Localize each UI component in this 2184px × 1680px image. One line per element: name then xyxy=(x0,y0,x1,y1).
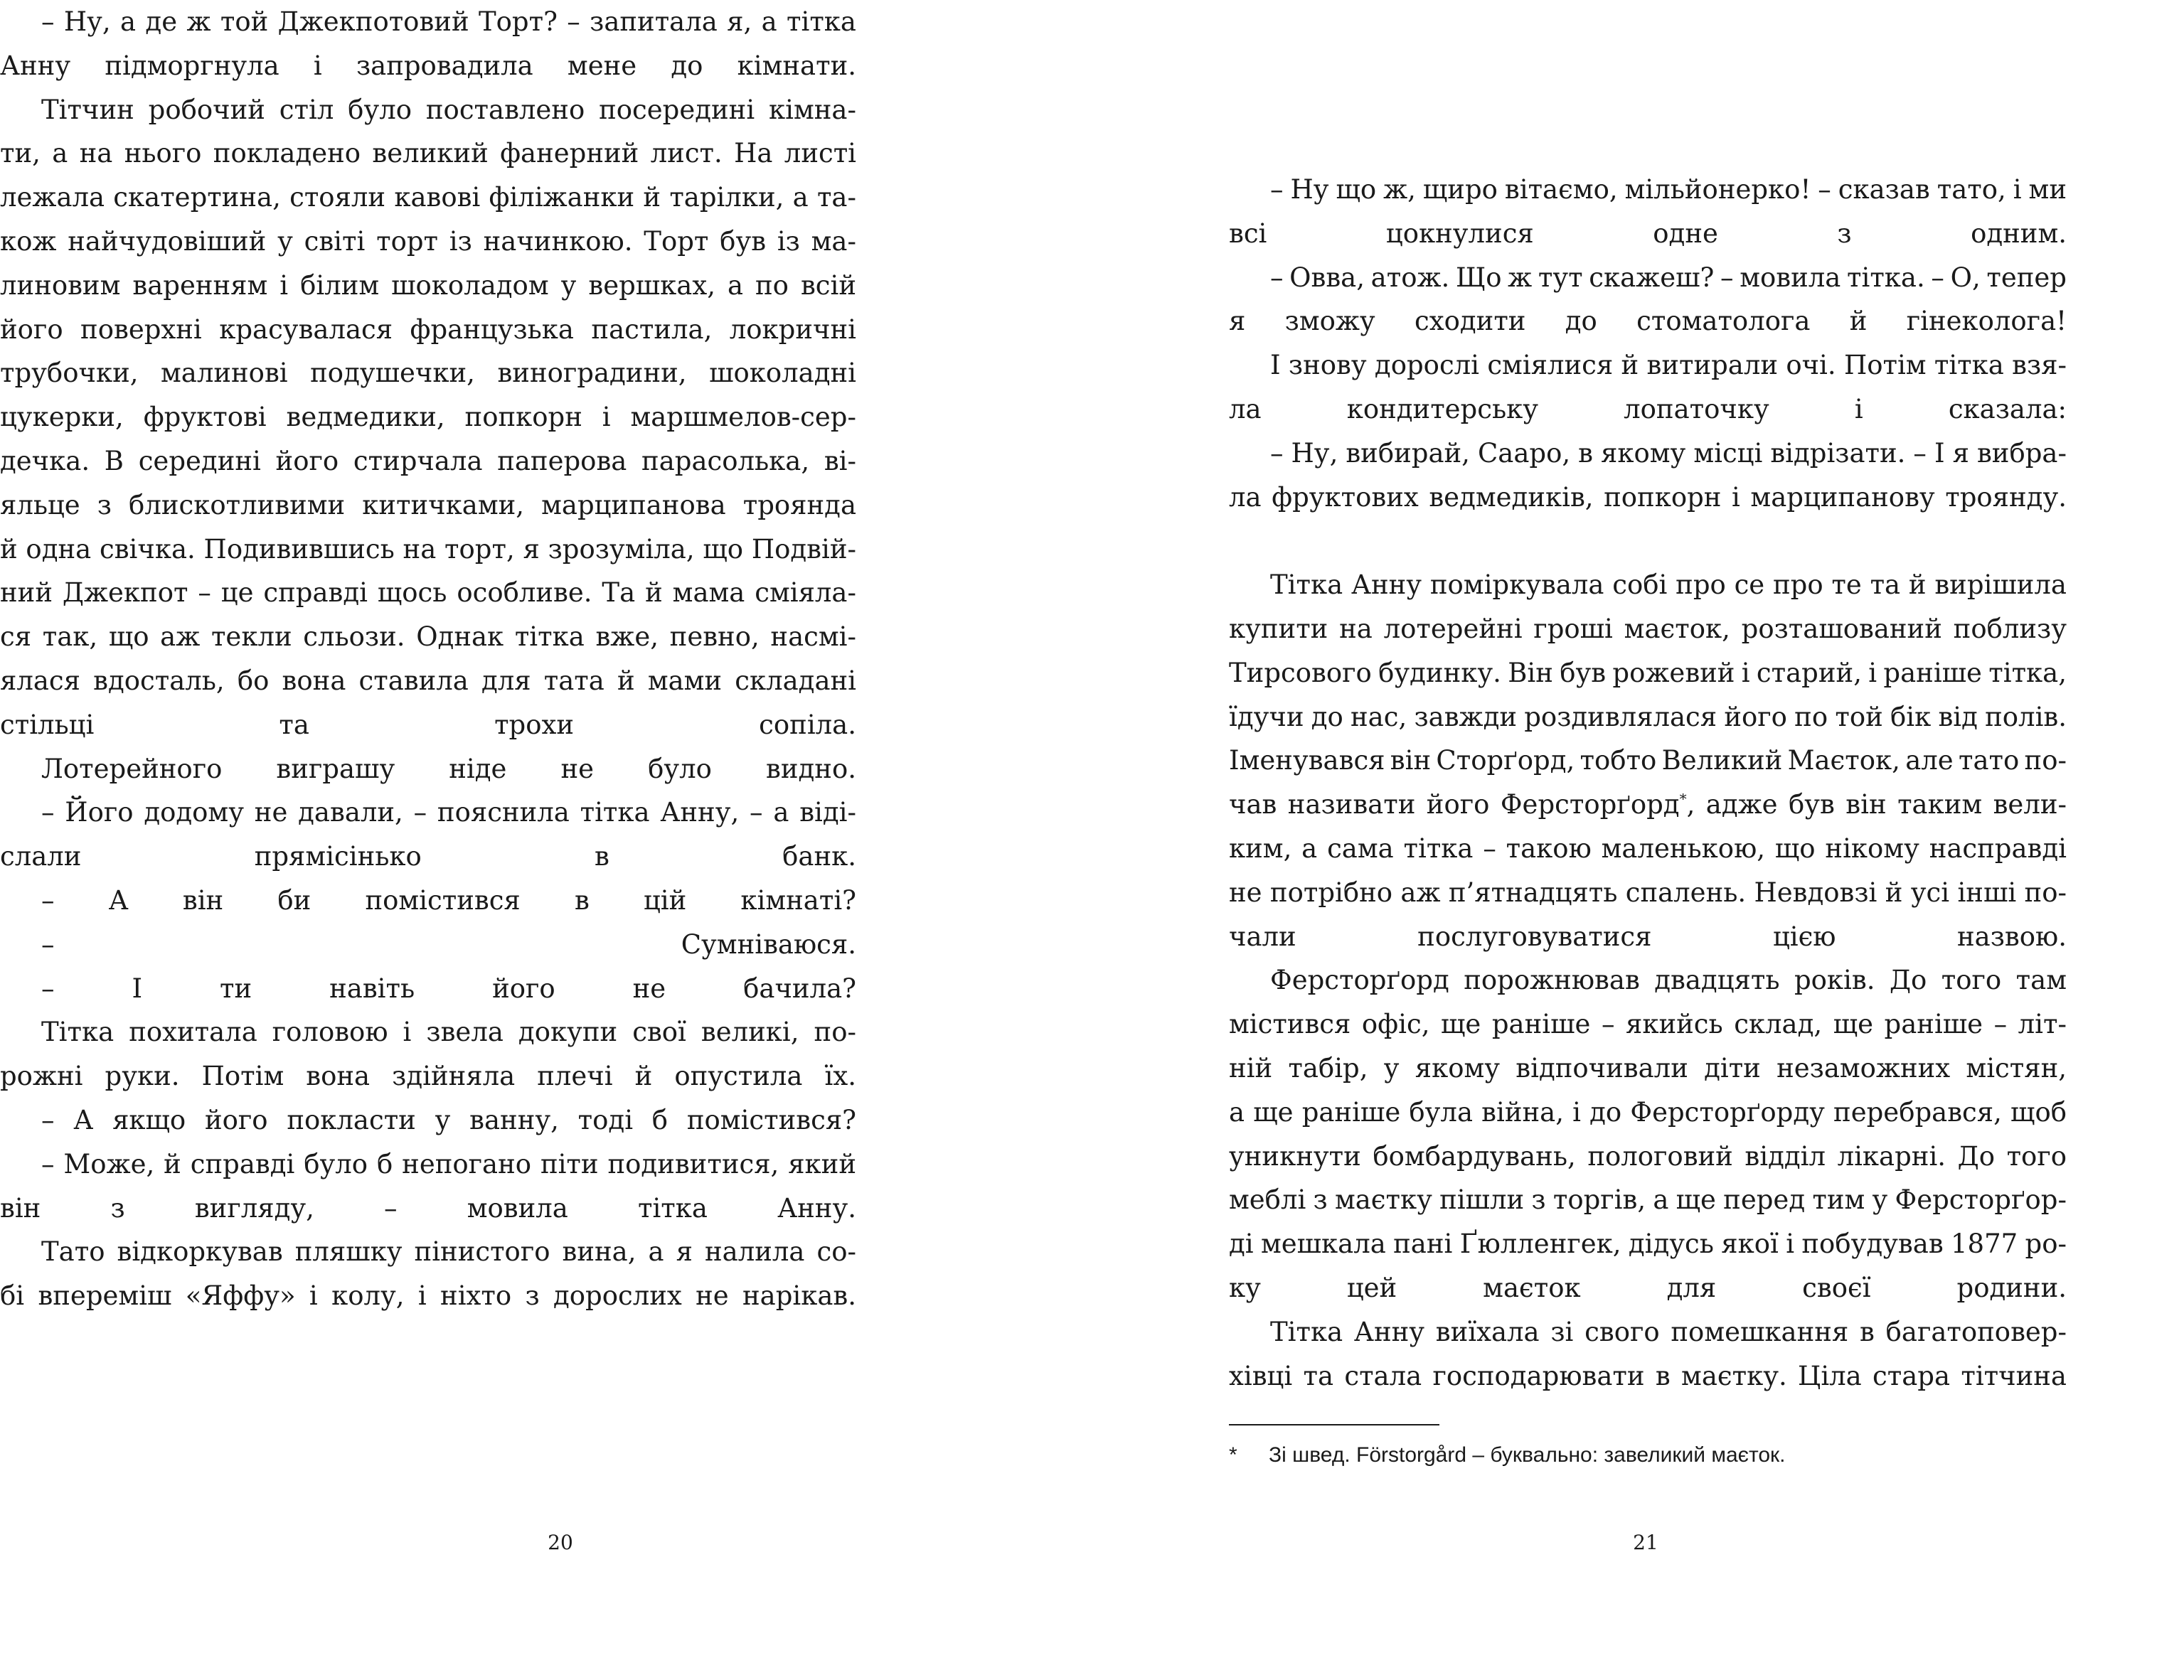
line-text: линовим варенням і білим шоколадом у вершках, а по всій xyxy=(0,269,856,301)
line-text-continued: , адже був він таким вели- xyxy=(1686,789,2067,820)
text-line xyxy=(0,835,856,879)
line-text: ній табір, у якому відпочивали діти незаможних містян, xyxy=(1229,1052,2067,1084)
line-text: я зможу сходити до стоматолога й гінеколога! xyxy=(1229,306,2067,337)
line-text: всі цокнулися одне з одним. xyxy=(1229,218,2067,249)
line-text: бі впереміш «Яффу» і колу, і ніхто з дорослих не нарікав. xyxy=(0,1280,856,1312)
line-text: – Ну, а де ж той Джекпотовий Торт? – запитала я, а тітка xyxy=(41,6,856,37)
line-text: ла фруктових ведмедиків, попкорн і марципанову троянду. xyxy=(1229,481,2067,513)
text-line xyxy=(1229,739,2067,783)
text-line xyxy=(1229,607,2067,651)
line-text: чали послуговуватися цією назвою. xyxy=(1229,921,2067,952)
line-text: – І ти навіть його не бачила? xyxy=(41,973,856,1004)
line-text: хівці та стала господарювати в маєтку. Ціла стара тітчина xyxy=(1229,1360,2067,1391)
text-line xyxy=(0,923,856,967)
line-text: – А якщо його покласти у ванну, тоді б помістився? xyxy=(41,1104,856,1135)
text-line xyxy=(0,1274,856,1318)
page-number-right: 21 xyxy=(1633,1531,1658,1554)
line-text: рожні руки. Потім вона здійняла плечі й опустила їх. xyxy=(0,1061,856,1092)
line-text: Тирсового будинку. Він був рожевий і старий, і раніше тітка, xyxy=(1229,657,2067,688)
line-text: меблі з маєтку пішли з торгів, а ще перед тим у Ферсторґор- xyxy=(1229,1184,2067,1216)
line-text: його поверхні красувалася французька пастила, локричні xyxy=(0,314,856,345)
line-text: ся так, що аж текли сльози. Однак тітка вже, певно, насмі- xyxy=(0,621,856,653)
text-line xyxy=(1229,1135,2067,1179)
line-text: а ще раніше була війна, і до Ферсторґорду перебрався, щоб xyxy=(1229,1096,2067,1128)
text-line xyxy=(1229,519,2067,563)
text-line xyxy=(0,1143,856,1187)
footnote-mark: * xyxy=(1229,1443,1237,1467)
line-text: дечка. В середині його стирчала паперова парасолька, ві- xyxy=(0,445,856,476)
line-text: Тато відкоркував пляшку пінистого вина, а я налила со- xyxy=(41,1236,856,1268)
text-line xyxy=(0,747,856,791)
text-line xyxy=(0,439,856,483)
text-line xyxy=(0,615,856,659)
text-line xyxy=(0,220,856,264)
line-text: купити на лотерейні гроші маєток, розташований поблизу xyxy=(1229,613,2067,644)
text-line xyxy=(1229,1178,2067,1222)
line-text: – Може, й справді було б непогано піти подивитися, який xyxy=(41,1148,856,1179)
footnote-reference: * xyxy=(1679,790,1687,808)
text-line xyxy=(0,659,856,703)
line-text: – Ну що ж, щиро вітаємо, мільйонерко! – сказав тато, і ми xyxy=(1270,174,2067,205)
line-text: Тітчин робочий стіл було поставлено посередині кімна- xyxy=(41,94,856,125)
line-text: Тітка Анну поміркувала собі про се про те та й вирішила xyxy=(1270,569,2067,601)
line-text: І знову дорослі сміялися й витирали очі. Потім тітка взя- xyxy=(1270,350,2067,381)
text-line xyxy=(1229,256,2067,300)
text-line xyxy=(0,791,856,835)
left-page-text xyxy=(0,0,856,1318)
text-line xyxy=(0,1230,856,1274)
line-text: – Овва, атож. Що ж тут скажеш? – мовила тітка. – О, тепер xyxy=(1270,262,2067,293)
text-line xyxy=(1229,958,2067,1002)
footnote xyxy=(1229,1441,1786,1470)
text-line xyxy=(0,1187,856,1231)
text-line xyxy=(1229,432,2067,476)
right-page-text xyxy=(1229,168,2067,1398)
line-text: й одна свічка. Подивившись на торт, я зрозуміла, що Подвій- xyxy=(0,533,856,565)
footnote-divider xyxy=(1229,1424,1439,1425)
text-line xyxy=(1229,871,2067,915)
text-line xyxy=(1229,299,2067,343)
text-line xyxy=(1229,1310,2067,1354)
text-line xyxy=(0,1054,856,1098)
line-text: ку цей маєток для своєї родини. xyxy=(1229,1272,2067,1303)
line-text: ний Джекпот – це справді щось особливе. Та й мама сміяла- xyxy=(0,577,856,609)
line-text: Лотерейного виграшу ніде не було видно. xyxy=(41,753,856,784)
text-line xyxy=(0,528,856,572)
text-line xyxy=(0,967,856,1011)
text-line xyxy=(0,44,856,88)
text-line xyxy=(1229,915,2067,959)
text-line xyxy=(1229,651,2067,695)
line-text: ким, а сама тітка – такою маленькою, що нікому насправді xyxy=(1229,833,2067,864)
line-text: слали прямісінько в банк. xyxy=(0,841,856,872)
line-text: він з вигляду, – мовила тітка Анну. xyxy=(0,1192,856,1224)
text-line xyxy=(0,351,856,395)
line-text: чав називати його Ферсторґорд xyxy=(1229,789,1680,820)
text-line xyxy=(0,308,856,352)
text-line xyxy=(0,1098,856,1143)
text-line xyxy=(1229,1091,2067,1135)
text-line xyxy=(1229,563,2067,607)
line-text: лежала скатертина, стояли кавові філіжанки й тарілки, а та- xyxy=(0,182,856,213)
text-line xyxy=(1229,387,2067,432)
text-line xyxy=(1229,1354,2067,1398)
footnote-text: Зі швед. Förstorgård – буквально: завеликий маєток. xyxy=(1269,1443,1786,1467)
line-text: – Ну, вибирай, Сааро, в якому місці відрізати. – І я вибра- xyxy=(1270,437,2067,469)
text-line xyxy=(0,571,856,615)
text-line xyxy=(1229,783,2067,827)
line-text: їдучи до нас, завжди роздивлялася його по той бік від полів. xyxy=(1229,701,2067,732)
line-text: ти, а на нього покладено великий фанерний лист. На листі xyxy=(0,138,856,169)
line-text: Іменувався він Сторґорд, тобто Великий Маєток, але тато по- xyxy=(1229,745,2067,776)
text-line xyxy=(1229,168,2067,212)
text-line xyxy=(1229,343,2067,387)
text-line xyxy=(1229,695,2067,739)
text-line xyxy=(0,879,856,923)
line-text: цукерки, фруктові ведмедики, попкорн і маршмелов-сер- xyxy=(0,402,856,433)
text-line xyxy=(0,395,856,439)
text-line xyxy=(1229,1002,2067,1047)
line-text: ді мешкала пані Ґюлленгек, дідусь якої і побудував 1877 ро- xyxy=(1229,1229,2067,1260)
line-text: не потрібно аж п’ятнадцять спалень. Невдовзі й усі інші по- xyxy=(1229,877,2067,908)
text-line xyxy=(1229,212,2067,256)
text-line xyxy=(0,703,856,747)
line-text: стільці та трохи сопіла. xyxy=(0,709,856,740)
line-text: містився офіс, ще раніше – якийсь склад, ще раніше – літ- xyxy=(1229,1009,2067,1040)
line-text: Тітка Анну виїхала зі свого помешкання в багатоповер- xyxy=(1270,1316,2067,1347)
text-line xyxy=(1229,1222,2067,1266)
line-text: яльце з блискотливими китичками, марципанова троянда xyxy=(0,489,856,520)
text-line xyxy=(0,176,856,220)
line-text: Анну підморгнула і запровадила мене до кімнати. xyxy=(0,50,856,81)
line-text: кож найчудовіший у світі торт із начинкою. Торт був із ма- xyxy=(0,225,856,257)
line-text: Ферсторґорд порожнював двадцять років. До того там xyxy=(1270,965,2067,996)
line-text: – А він би помістився в цій кімнаті? xyxy=(41,884,856,916)
line-text: ла кондитерську лопаточку і сказала: xyxy=(1229,393,2067,424)
text-line xyxy=(0,1010,856,1054)
line-text: уникнути бомбардувань, пологовий відділ лікарні. До того xyxy=(1229,1140,2067,1172)
text-line xyxy=(1229,476,2067,520)
text-line xyxy=(1229,1047,2067,1091)
line-text: – Сумніваюся. xyxy=(41,929,856,960)
page-number-left: 20 xyxy=(548,1531,573,1554)
text-line xyxy=(1229,827,2067,871)
text-line xyxy=(0,88,856,132)
text-line xyxy=(0,264,856,308)
line-text: ялася вдосталь, бо вона ставила для тата й мами складані xyxy=(0,665,856,696)
line-text: – Його додому не давали, – пояснила тітка Анну, – а віді- xyxy=(41,797,856,828)
text-line xyxy=(0,132,856,176)
text-line xyxy=(1229,1266,2067,1310)
text-line xyxy=(0,483,856,528)
line-text: трубочки, малинові подушечки, виноградини, шоколадні xyxy=(0,358,856,389)
line-text: Тітка похитала головою і звела докупи свої великі, по- xyxy=(41,1017,856,1048)
text-line xyxy=(0,0,856,44)
